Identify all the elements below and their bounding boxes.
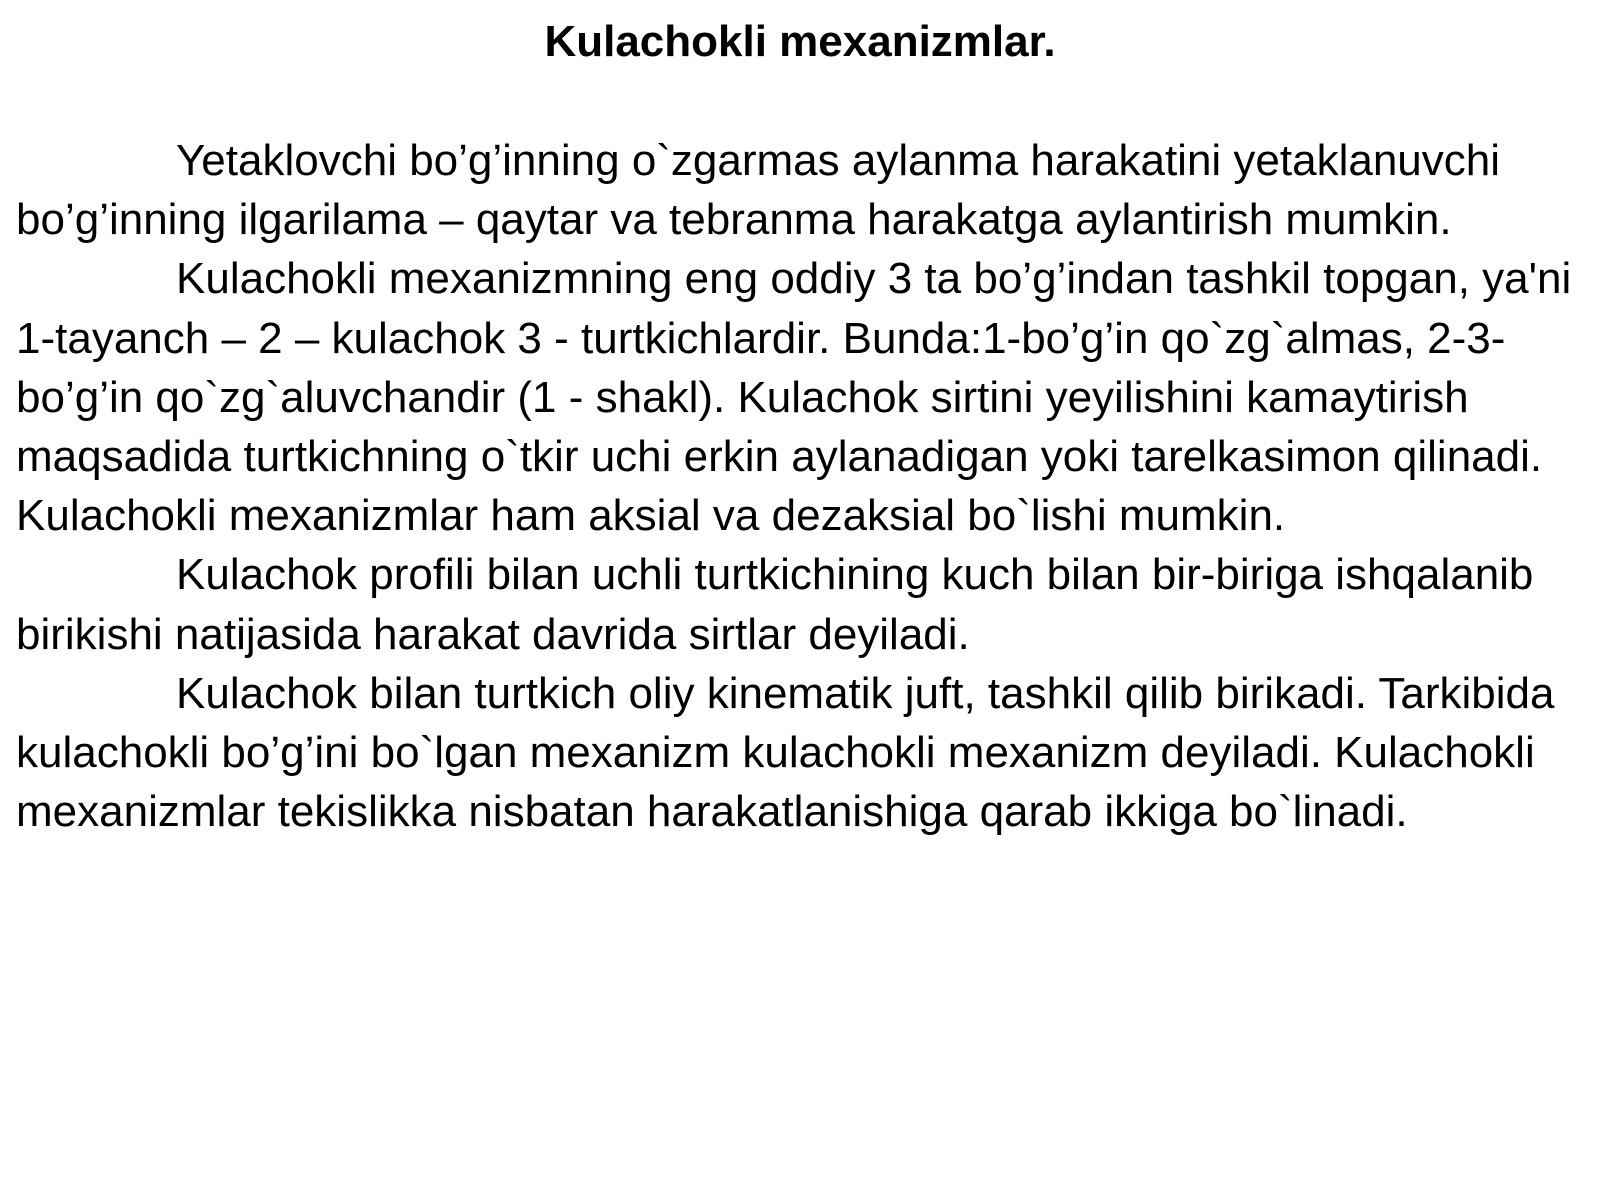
paragraph-1: Yetaklovchi bo’g’inning o`zgarmas aylanma harakatini yetaklanuvchi bo’g’inning ilgarilama – qaytar va tebranma harakatga aylantirish mumkin. [16, 136, 1501, 245]
paragraph-3: Kulachok profili bilan uchli turtkichining kuch bilan bir-biriga ishqalanib birikishi natijasida harakat davrida sirtlar deyiladi. [16, 550, 1534, 659]
paragraph-4: Kulachok bilan turtkich oliy kinematik juft, tashkil qilib birikadi. Tarkibida kulachokli bo’g’ini bo`lgan mexanizm kulachokli mexanizm deyiladi. Kulachokli mexanizmlar tekislikka nisbatan harakatlanishiga qarab ikkiga bo`linadi. [16, 668, 1555, 837]
paragraph-2: Kulachokli mexanizmning eng oddiy 3 ta bo’g’indan tashkil topgan, ya'ni 1-tayanch – 2 – kulachok 3 - turtkichlardir. Bunda:1-bo’g’in qo`zg`almas, 2-3-bo’g’in qo`zg`aluvchandir (1 - shakl). Kulachok sirtini yeyilishini kamaytirish maqsadida turtkichning o`tkir uchi erkin aylanadigan yoki tarelkasimon qilinadi. Kulachokli mexanizmlar ham aksial va dezaksial bo`lishi mumkin. [16, 254, 1572, 541]
page-title: Kulachokli mexanizmlar. [544, 17, 1056, 66]
body-text [16, 131, 1588, 841]
